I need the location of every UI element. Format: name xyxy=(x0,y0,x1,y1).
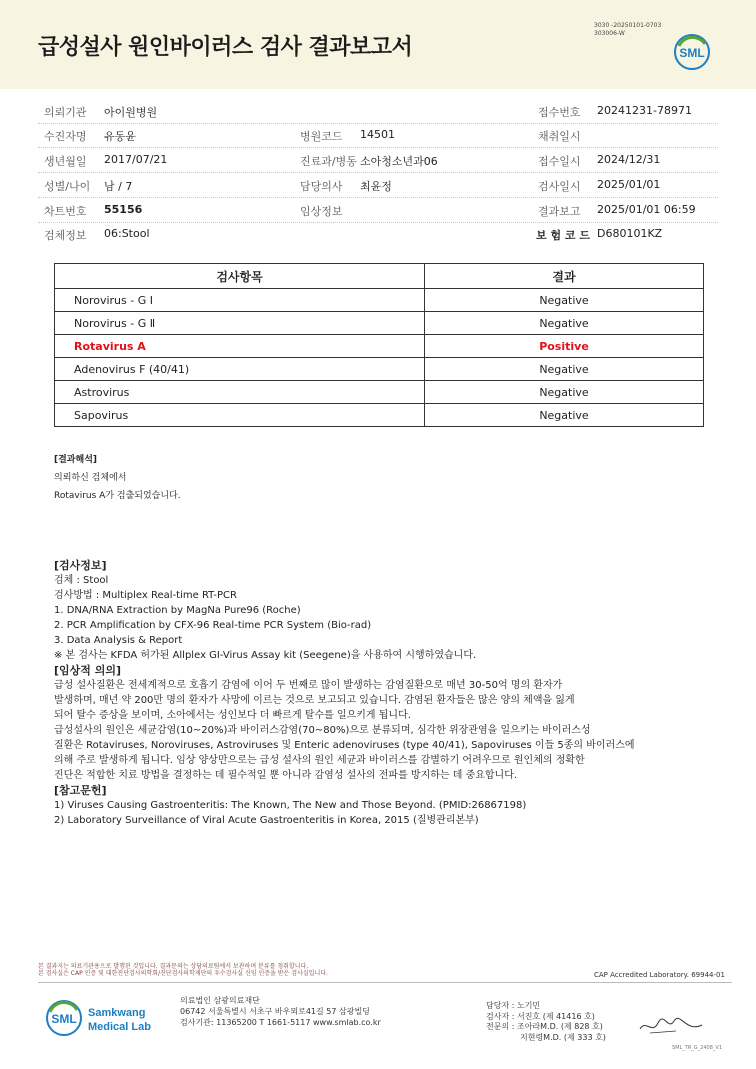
clinical-line: 급성설사의 원인은 세균감염(10~20%)과 바이러스감염(70~80%)으로 분류되며, 심각한 위장관염을 일으키는 바이러스성 xyxy=(54,725,591,736)
insurance-code: D680101KZ xyxy=(597,227,663,240)
corp-name: 의료법인 삼광의료재단 xyxy=(180,996,260,1005)
test-result: Positive xyxy=(425,335,704,358)
interpretation-line: Rotavirus A가 검출되었습니다. xyxy=(54,491,181,501)
test-name: Adenovirus F (40/41) xyxy=(55,358,425,381)
clinical-label: 임상정보 xyxy=(300,205,343,218)
dept-label: 진료과/병동 xyxy=(300,155,357,168)
doc-code-1: 3030 -20250101-0703 xyxy=(594,22,662,29)
test-name: Norovirus - G Ⅰ xyxy=(55,289,425,312)
form-code: SML_TR_G_2408_V1 xyxy=(672,1045,723,1051)
col-test-item: 검사항목 xyxy=(55,264,425,289)
patient-name: 유동윤 xyxy=(104,130,136,143)
test-name: Sapovirus xyxy=(55,404,425,427)
reference-item: 1) Viruses Causing Gastroenteritis: The Known, The New and Those Beyond. (PMID:26867198) xyxy=(54,800,527,811)
requesting-org: 아이원병원 xyxy=(104,106,158,119)
test-info-specimen: 검체 : Stool xyxy=(54,575,109,586)
table-row xyxy=(55,289,704,312)
footer-divider xyxy=(38,982,732,983)
test-result: Negative xyxy=(425,358,704,381)
table-row xyxy=(55,312,704,335)
clinical-line: 진단은 적합한 치료 방법을 결정하는 데 필수적일 뿐 아니라 감염성 설사의 전파를 방지하는 데 중요합니다. xyxy=(54,770,518,781)
brand-line-1: Samkwang xyxy=(88,1007,146,1019)
test-info-method: 검사방법 : Multiplex Real-time RT-PCR xyxy=(54,590,237,601)
interpretation-line: 의뢰하신 검체에서 xyxy=(54,473,127,483)
chart-no-label: 차트번호 xyxy=(44,205,87,218)
test-info-note: ※ 본 검사는 KFDA 허가된 Allplex GI-Virus Assay kit (Seegene)을 사용하여 시행하였습니다. xyxy=(54,650,477,661)
footer-notice xyxy=(38,963,438,977)
info-row-2 xyxy=(0,128,756,152)
clinical-line: 의해 주로 발생하게 됩니다. 임상 양상만으로는 급성 설사의 원인 세균과 바이러스를 감별하기 어려우므로 원인체의 정확한 xyxy=(54,755,585,766)
interpretation-heading: [결과해석] xyxy=(54,455,98,465)
clinical-line: 급성 설사질환은 전세계적으로 호흡기 감염에 이어 두 번째로 많이 발생하는 감염질환으로 매년 30-50억 명의 환자가 xyxy=(54,680,563,691)
info-row-4 xyxy=(0,178,756,202)
dob: 2017/07/21 xyxy=(104,153,168,166)
specimen: 06:Stool xyxy=(104,227,150,240)
col-result: 결과 xyxy=(425,264,704,289)
info-row-3 xyxy=(0,153,756,177)
references-heading: [참고문헌] xyxy=(54,784,107,797)
test-info-step: 2. PCR Amplification by CFX-96 Real-time PCR System (Bio-rad) xyxy=(54,620,372,631)
chart-no: 55156 xyxy=(104,203,143,216)
doctor-label: 담당의사 xyxy=(300,180,343,193)
sex-age-label: 성별/나이 xyxy=(44,180,91,193)
test-result: Negative xyxy=(425,289,704,312)
specimen-label: 검체정보 xyxy=(44,229,87,242)
document-codes xyxy=(594,22,661,38)
report-date: 2025/01/01 06:59 xyxy=(597,203,696,216)
row-divider xyxy=(38,197,718,198)
test-info-step: 1. DNA/RNA Extraction by MagNa Pure96 (Roche) xyxy=(54,605,301,616)
footer-notice-line: 본 검사실은 CAP 인증 및 대한진단검사의학회/진단검사의학재단의 우수검사실 신임 인증을 받은 검사실입니다. xyxy=(38,970,328,977)
requesting-org-label: 의뢰기관 xyxy=(44,106,87,119)
staff-line: 검사자 : 서진호 (제 41416 호) xyxy=(486,1011,595,1021)
row-divider xyxy=(38,172,718,173)
corporation-info xyxy=(180,995,381,1028)
results-table xyxy=(54,263,704,427)
test-result: Negative xyxy=(425,404,704,427)
staff-line: 담당자 : 노기민 xyxy=(486,1001,541,1010)
staff-signatures xyxy=(486,1001,606,1043)
row-divider xyxy=(38,147,718,148)
test-info-heading: [검사정보] xyxy=(54,559,107,572)
test-date: 2025/01/01 xyxy=(597,178,661,191)
sml-logo-text: SML xyxy=(679,46,705,60)
clinical-significance-heading: [임상적 의의] xyxy=(54,664,122,677)
test-name: Astrovirus xyxy=(55,381,425,404)
staff-line: 전문의 : 조아라M.D. (제 828 호) xyxy=(486,1022,603,1031)
table-row xyxy=(55,381,704,404)
table-row xyxy=(55,404,704,427)
info-row-6 xyxy=(0,227,756,251)
corp-contact: 검사기관: 11365200 T 1661-5117 www.smlab.co.kr xyxy=(180,1018,381,1027)
info-row-5 xyxy=(0,203,756,227)
table-header-row xyxy=(55,264,704,289)
logo-abbrev: SML xyxy=(51,1012,77,1026)
info-row-1 xyxy=(0,104,756,128)
collection-date-label: 채취일시 xyxy=(538,130,581,143)
corp-address: 06742 서울특별시 서초구 바우뫼로41길 57 삼광빌딩 xyxy=(180,1007,370,1016)
test-result: Negative xyxy=(425,381,704,404)
clinical-line: 되어 탈수 증상을 보이며, 소아에서는 성인보다 더 빠르게 탈수를 일으키게 됩니다. xyxy=(54,710,411,721)
clinical-line: 발생하며, 매년 약 200만 명의 환자가 사망에 이르는 것으로 보고되고 있습니다. 감염된 환자들은 많은 양의 체액을 잃게 xyxy=(54,695,575,706)
doctor: 최윤정 xyxy=(360,180,392,193)
receipt-no: 20241231-78971 xyxy=(597,104,692,117)
receipt-no-label: 접수번호 xyxy=(538,106,581,119)
sex-age: 남 / 7 xyxy=(104,180,133,193)
doc-code-2: 303006-W xyxy=(594,30,625,37)
samkwang-logo-icon xyxy=(44,997,164,1039)
test-name: Rotavirus A xyxy=(55,335,425,358)
interpretation xyxy=(54,451,181,505)
report-title: 급성설사 원인바이러스 검사 결과보고서 xyxy=(38,35,413,60)
test-result: Negative xyxy=(425,312,704,335)
signature-icon xyxy=(636,1013,706,1039)
row-divider xyxy=(38,222,718,223)
staff-line: 지현령M.D. (제 333 호) xyxy=(520,1032,606,1042)
table-row xyxy=(55,358,704,381)
receipt-date-label: 접수일시 xyxy=(538,155,581,168)
patient-label: 수진자명 xyxy=(44,130,87,143)
test-name: Norovirus - G Ⅱ xyxy=(55,312,425,335)
row-divider xyxy=(38,123,718,124)
table-row-positive xyxy=(55,335,704,358)
dob-label: 생년월일 xyxy=(44,155,87,168)
report-date-label: 결과보고 xyxy=(538,205,581,218)
hospital-code-label: 병원코드 xyxy=(300,130,343,143)
dept: 소아청소년과06 xyxy=(360,155,438,168)
hospital-code: 14501 xyxy=(360,128,395,141)
sml-logo-icon xyxy=(672,32,712,72)
cap-accreditation: CAP Accredited Laboratory. 69944-01 xyxy=(594,971,725,979)
report-details xyxy=(54,558,734,828)
report-header xyxy=(0,0,756,89)
test-date-label: 검사일시 xyxy=(538,180,581,193)
brand-line-2: Medical Lab xyxy=(88,1021,151,1033)
clinical-line: 질환은 Rotaviruses, Noroviruses, Astroviruses 및 Enteric adenoviruses (type 40/41), Sapoviruses 이들 5종의 바이러스에 xyxy=(54,740,635,751)
insurance-code-label: 보 험 코 드 xyxy=(536,229,590,242)
footer-notice-line: 본 결과지는 의료기관용으로 발행된 것입니다. 결과문의는 상담의료팀에서 보관하며 분류를 청취합니다. xyxy=(38,963,309,970)
receipt-date: 2024/12/31 xyxy=(597,153,661,166)
reference-item: 2) Laboratory Surveillance of Viral Acute Gastroenteritis in Korea, 2015 (질병관리본부) xyxy=(54,815,479,826)
test-info-step: 3. Data Analysis & Report xyxy=(54,635,183,646)
